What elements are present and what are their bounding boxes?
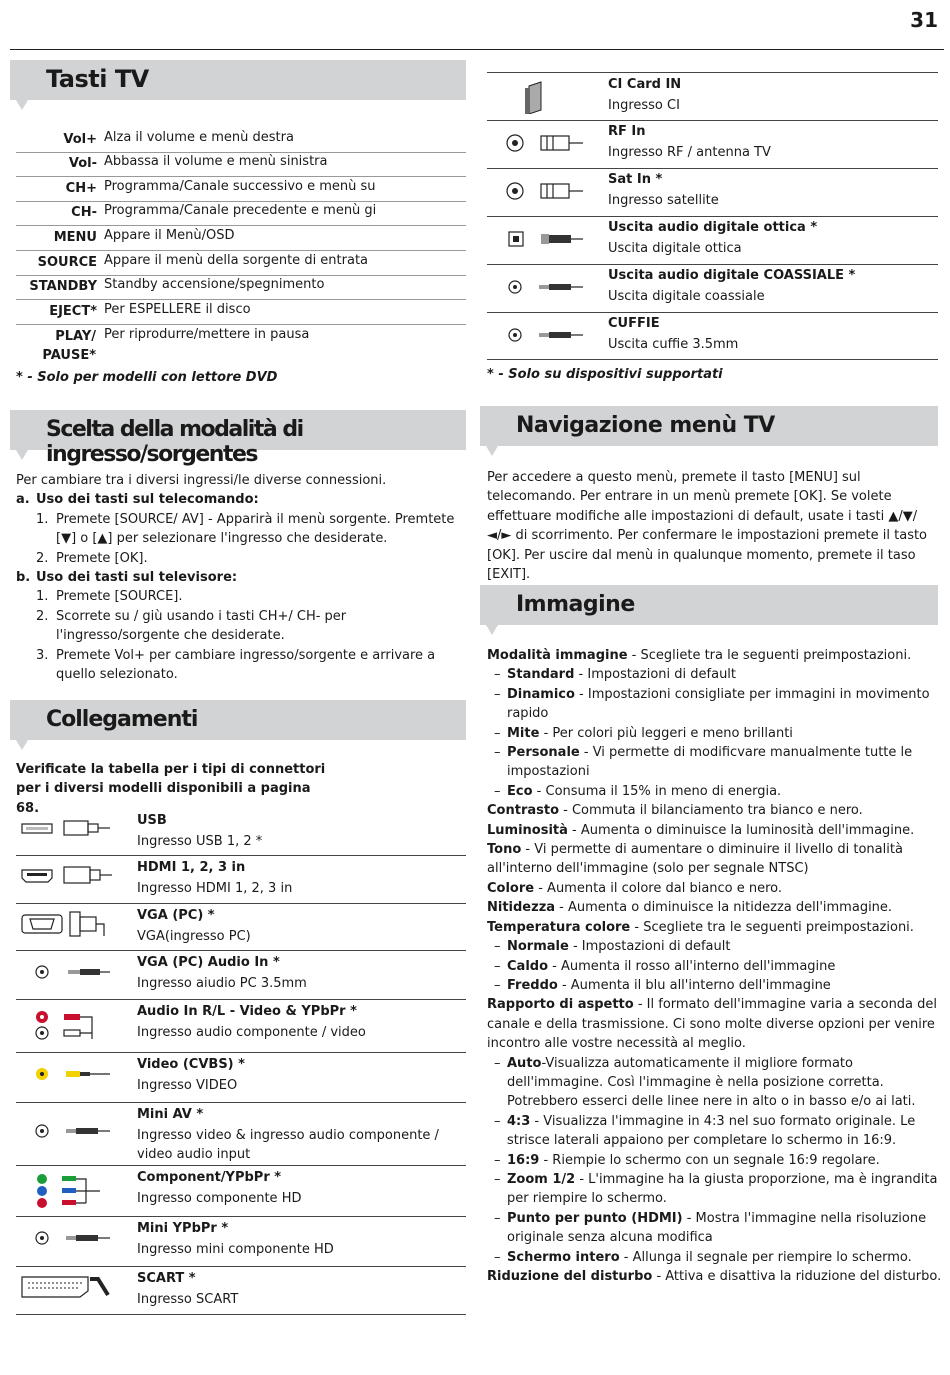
sat-connector-icon: [493, 175, 589, 209]
dash-marker: –: [494, 1210, 501, 1226]
key-description: Abbassa il volume e menù sinistra: [104, 154, 328, 169]
component-icon: [20, 1174, 116, 1208]
setting-text: - Scegliete tra le seguenti preimpostazioni.: [630, 919, 914, 935]
connector-subtitle: Ingresso audio componente / video: [137, 1025, 366, 1040]
connector-subtitle: Ingresso RF / antenna TV: [608, 145, 771, 160]
scelta-intro: Per cambiare tra i diversi ingressi/le diverse connessioni.: [16, 473, 387, 488]
setting-term: Mite: [507, 725, 540, 741]
setting-text: - Impostazioni di default: [568, 939, 731, 955]
setting-text: - Vi permette di modificvare manualmente tutte le impostazioni: [507, 745, 913, 780]
dash-marker: –: [494, 1055, 501, 1071]
coaxial-connector-icon: [493, 271, 589, 305]
setting-item: [487, 976, 942, 995]
setting-item: [487, 1209, 942, 1248]
collegamenti-header: [10, 700, 466, 740]
list-number: 2.: [36, 550, 49, 566]
setting-term: Luminosità: [487, 822, 568, 838]
setting-item: [487, 724, 942, 743]
connector-title: USB: [137, 813, 167, 828]
setting-item: [487, 879, 942, 898]
scelta-title: Scelta della modalità di ingresso/sorgentes: [46, 417, 303, 467]
connector-title: RF In: [608, 124, 646, 139]
connector-title: Mini YPbPr *: [137, 1221, 229, 1236]
mini-av-icon: [20, 1117, 116, 1151]
key-description: Per riprodurre/mettere in pausa: [104, 327, 310, 342]
setting-term: Temperatura colore: [487, 919, 631, 935]
setting-text: - Attiva e disattiva la riduzione del disturbo.: [652, 1269, 942, 1284]
connector-subtitle: Ingresso HDMI 1, 2, 3 in: [137, 881, 293, 896]
setting-term: Tono: [487, 842, 522, 858]
setting-text: - L'immagine ha la giusta proporzione, ma è ingrandita per riempire lo schermo.: [507, 1171, 938, 1207]
connector-title: CUFFIE: [608, 316, 660, 331]
dash-marker: –: [494, 1113, 501, 1129]
setting-term: Dinamico: [507, 686, 575, 702]
key-row: [16, 300, 466, 325]
connector-subtitle: Ingresso SCART: [137, 1292, 239, 1307]
tasti-note: * - Solo per modelli con lettore DVD: [16, 370, 278, 385]
setting-term: Personale: [507, 745, 580, 761]
connector-subtitle: VGA(ingresso PC): [137, 929, 251, 944]
key-name: Vol-: [68, 156, 97, 171]
connector-title: Sat In *: [608, 172, 663, 187]
usb-connector-icon: [20, 815, 116, 849]
key-description: Appare il Menù/OSD: [104, 228, 235, 243]
setting-item: [487, 1170, 942, 1209]
connector-row: [487, 312, 938, 360]
setting-item: [487, 1112, 942, 1151]
dash-marker: –: [494, 958, 501, 974]
setting-term: Riduzione del disturbo: [487, 1269, 653, 1284]
setting-text: - Il formato dell'immagine varia a seconda del canale e della trasmissione. Ci sono molte diverse opzioni per venire incontro alle vostre necessità al meglio.: [487, 997, 938, 1052]
setting-item: [487, 1054, 942, 1112]
dash-marker: –: [494, 1249, 501, 1265]
vga-connector-icon: [20, 910, 116, 944]
scelta-a-title: Uso dei tasti sul telecomando:: [36, 492, 259, 508]
connector-row: [487, 264, 938, 313]
list-text: Premete [OK].: [56, 550, 148, 566]
key-description: Standby accensione/spegnimento: [104, 277, 325, 292]
dash-marker: –: [494, 686, 501, 702]
list-item: [16, 549, 466, 568]
connector-row: [16, 999, 466, 1053]
connector-subtitle: Ingresso CI: [608, 98, 680, 113]
key-row: [16, 325, 466, 365]
setting-term: Normale: [507, 939, 569, 955]
setting-text: - Riempie lo schermo con un segnale 16:9 regolare.: [539, 1152, 880, 1168]
navigazione-text: Per accedere a questo menù, premete il tasto [MENU] sul telecomando. Per entrare in un menù premete [OK]. Se volete effettuare modifiche alle impostazioni di default, usate i tasti ▲/▼/◄/► di scorrimento. Per confermare le impostazioni premete il tasto [OK]. Per uscire dal menù in qualunque momento, premete il taso [EXIT].: [487, 470, 928, 583]
connector-subtitle: Uscita digitale ottica: [608, 241, 742, 256]
setting-item: [487, 801, 942, 820]
list-item: [16, 587, 466, 606]
connector-title: VGA (PC) Audio In *: [137, 955, 280, 970]
list-number: 3.: [36, 647, 49, 663]
optical-connector-icon: [493, 223, 589, 257]
setting-text: - Aumenta il rosso all'interno dell'immagine: [548, 958, 836, 974]
connector-title: Audio In R/L - Video & YPbPr *: [137, 1004, 357, 1019]
dash-marker: –: [494, 939, 501, 955]
navigazione-header: [480, 406, 938, 446]
setting-term: Modalità immagine: [487, 648, 628, 663]
setting-item: [487, 1267, 942, 1286]
dash-marker: –: [494, 745, 501, 761]
dash-marker: –: [494, 725, 501, 741]
setting-text: - Impostazioni consigliate per immagini in movimento rapido: [507, 686, 930, 722]
setting-text: - Aumenta il colore dal bianco e nero.: [534, 880, 783, 896]
connector-row: [16, 808, 466, 856]
connector-title: CI Card IN: [608, 77, 682, 92]
key-name: CH+: [65, 181, 97, 196]
key-name: EJECT*: [49, 304, 97, 319]
key-description: Programma/Canale successivo e menù su: [104, 179, 376, 194]
list-text: Scorrete su / giù usando i tasti CH+/ CH- per l'ingresso/sorgente che desiderate.: [56, 608, 347, 644]
connector-subtitle: Uscita digitale coassiale: [608, 289, 765, 304]
key-row: [16, 177, 466, 202]
key-row: [16, 201, 466, 226]
page-number: 31: [910, 8, 938, 32]
rf-connector-icon: [493, 127, 589, 161]
setting-text: - Aumenta il blu all'interno dell'immagine: [557, 977, 831, 993]
list-number: 1.: [36, 511, 49, 527]
key-row: [16, 251, 466, 276]
dash-marker: –: [494, 783, 501, 799]
key-name: STANDBY: [29, 279, 97, 294]
collegamenti-intro: Verificate la tabella per i tipi di connettori per i diversi modelli disponibili a pagina 68.: [16, 762, 326, 816]
setting-term: Zoom 1/2: [507, 1171, 576, 1187]
key-name: SOURCE: [37, 255, 97, 270]
connector-row: [487, 73, 938, 121]
key-row: [16, 152, 466, 177]
scelta-b-list: [16, 587, 466, 684]
connector-title: Uscita audio digitale ottica *: [608, 220, 818, 235]
key-name: MENU: [53, 230, 97, 245]
setting-text: - Mostra l'immagine nella risoluzione originale senza alcuna modifica: [507, 1210, 927, 1246]
immagine-header: [480, 585, 938, 625]
connector-row: [16, 855, 466, 904]
setting-item: [487, 1151, 942, 1170]
connector-subtitle: Ingresso satellite: [608, 193, 719, 208]
setting-item: [487, 957, 942, 976]
connector-row: [487, 216, 938, 265]
connector-subtitle: Uscita cuffie 3.5mm: [608, 337, 739, 352]
connector-row: [16, 950, 466, 1000]
connector-title: HDMI 1, 2, 3 in: [137, 860, 246, 875]
scelta-b-label: b.: [16, 570, 31, 586]
rca-audio-icon: [20, 1009, 116, 1043]
list-item: [16, 607, 466, 646]
connector-title: Component/YPbPr *: [137, 1170, 282, 1185]
setting-text: -Visualizza automaticamente il migliore formato dell'immagine. Così l'immagine è nella posizione corretta. Potrebbero esserci delle linee nere in alto o in basso e/o ai lati.: [507, 1055, 916, 1110]
immagine-list: [487, 646, 942, 1286]
setting-text: - Scegliete tra le seguenti preimpostazioni.: [627, 648, 912, 663]
setting-term: Contrasto: [487, 803, 560, 819]
immagine-title: Immagine: [516, 592, 635, 617]
connector-row: [487, 120, 938, 169]
connector-row: [16, 1052, 466, 1103]
setting-term: Auto: [507, 1055, 542, 1071]
list-number: 2.: [36, 608, 49, 624]
setting-item: [487, 840, 942, 879]
key-description: Alza il volume e menù destra: [104, 130, 294, 145]
connector-row: [16, 1216, 466, 1267]
connector-title: Video (CVBS) *: [137, 1057, 245, 1072]
setting-term: Standard: [507, 667, 575, 683]
collegamenti-title: Collegamenti: [46, 707, 198, 732]
connector-row: [16, 1266, 466, 1315]
setting-text: - Consuma il 15% in meno di energia.: [532, 783, 782, 799]
scelta-b-title: Uso dei tasti sul televisore:: [36, 570, 238, 586]
setting-text: - Vi permette di aumentare o diminuire il livello di tonalità all'interno dell'immagine (solo per segnale NTSC): [487, 842, 903, 877]
setting-text: - Allunga il segnale per riempire lo schermo.: [619, 1249, 912, 1265]
setting-item: [487, 646, 942, 665]
setting-item: [487, 782, 942, 801]
setting-item: [487, 995, 942, 1053]
table-top-rule: [487, 72, 938, 73]
ci-card-icon: [493, 80, 589, 114]
scelta-header: [10, 410, 466, 467]
connector-title: SCART *: [137, 1271, 196, 1286]
connector-row: [487, 168, 938, 217]
setting-term: 16:9: [507, 1152, 540, 1168]
setting-item: [487, 821, 942, 840]
key-row: [16, 275, 466, 300]
key-row: [16, 226, 466, 251]
key-description: Appare il menù della sorgente di entrata: [104, 253, 369, 268]
connector-subtitle: Ingresso aiudio PC 3.5mm: [137, 976, 307, 991]
connector-row: [16, 1102, 466, 1166]
connector-row: [16, 1165, 466, 1217]
setting-item: [487, 1248, 942, 1267]
connector-subtitle: Ingresso video & ingresso audio componente / video audio input: [137, 1128, 439, 1163]
setting-text: - Impostazioni di default: [574, 667, 737, 683]
list-item: [16, 510, 466, 549]
connector-row: [16, 903, 466, 951]
top-rule: [10, 49, 944, 50]
setting-text: - Aumenta o diminuisce la nitidezza dell'immagine.: [555, 900, 893, 916]
dash-marker: –: [494, 667, 501, 683]
connector-subtitle: Ingresso VIDEO: [137, 1078, 238, 1093]
tasti-header: [10, 60, 466, 100]
hdmi-connector-icon: [20, 862, 116, 896]
connettori-note: * - Solo su dispositivi supportati: [487, 367, 723, 382]
setting-text: - Visualizza l'immagine in 4:3 nel suo formato originale. Le strisce laterali appaiono per completare lo schermo in 16:9.: [507, 1113, 916, 1149]
mini-ypbpr-icon: [20, 1224, 116, 1258]
key-name: PLAY/ PAUSE*: [42, 329, 96, 363]
setting-term: Punto per punto (HDMI): [507, 1210, 683, 1226]
setting-text: - Aumenta o diminuisce la luminosità dell'immagine.: [567, 822, 915, 838]
setting-item: [487, 918, 942, 937]
scelta-a-list: [16, 510, 466, 568]
connector-subtitle: Ingresso componente HD: [137, 1191, 302, 1206]
setting-term: Rapporto di aspetto: [487, 997, 634, 1013]
rca-video-icon: [20, 1060, 116, 1094]
scart-connector-icon: [20, 1273, 116, 1307]
audio-jack-icon: [20, 958, 116, 992]
setting-item: [487, 743, 942, 782]
setting-term: Eco: [507, 783, 533, 799]
list-text: Premete [SOURCE/ AV] - Apparirà il menù sorgente. Premtete [▼] o [▲] per selezionare l'ingresso che desiderate.: [56, 511, 455, 547]
setting-term: Freddo: [507, 977, 558, 993]
setting-term: Schermo intero: [507, 1249, 620, 1265]
connector-subtitle: Ingresso USB 1, 2 *: [137, 834, 263, 849]
list-text: Premete [SOURCE].: [56, 589, 183, 605]
dash-marker: –: [494, 1171, 501, 1187]
connector-title: Uscita audio digitale COASSIALE *: [608, 268, 856, 283]
setting-item: [487, 937, 942, 956]
key-name: Vol+: [63, 132, 97, 147]
setting-text: - Commuta il bilanciamento tra bianco e nero.: [559, 803, 863, 819]
setting-term: 4:3: [507, 1113, 531, 1129]
setting-term: Colore: [487, 880, 535, 896]
tasti-title: Tasti TV: [46, 65, 149, 93]
setting-term: Caldo: [507, 958, 549, 974]
dash-marker: –: [494, 1152, 501, 1168]
key-description: Per ESPELLERE il disco: [104, 302, 251, 317]
dash-marker: –: [494, 977, 501, 993]
setting-item: [487, 898, 942, 917]
headphone-jack-icon: [493, 319, 589, 353]
connector-title: Mini AV *: [137, 1107, 204, 1122]
connector-title: VGA (PC) *: [137, 908, 215, 923]
list-item: [16, 646, 466, 685]
key-name: CH-: [71, 205, 97, 220]
setting-item: [487, 685, 942, 724]
list-number: 1.: [36, 589, 49, 605]
connector-subtitle: Ingresso mini componente HD: [137, 1242, 334, 1257]
scelta-a-label: a.: [16, 492, 30, 508]
scelta-body: [16, 471, 466, 684]
navigazione-title: Navigazione menù TV: [516, 413, 775, 438]
list-text: Premete Vol+ per cambiare ingresso/sorgente e arrivare a quello selezionato.: [56, 647, 436, 683]
key-description: Programma/Canale precedente e menù gi: [104, 203, 377, 218]
setting-term: Nitidezza: [487, 900, 556, 916]
setting-text: - Per colori più leggeri e meno brillanti: [539, 725, 793, 741]
setting-item: [487, 665, 942, 684]
key-row: [16, 128, 466, 153]
